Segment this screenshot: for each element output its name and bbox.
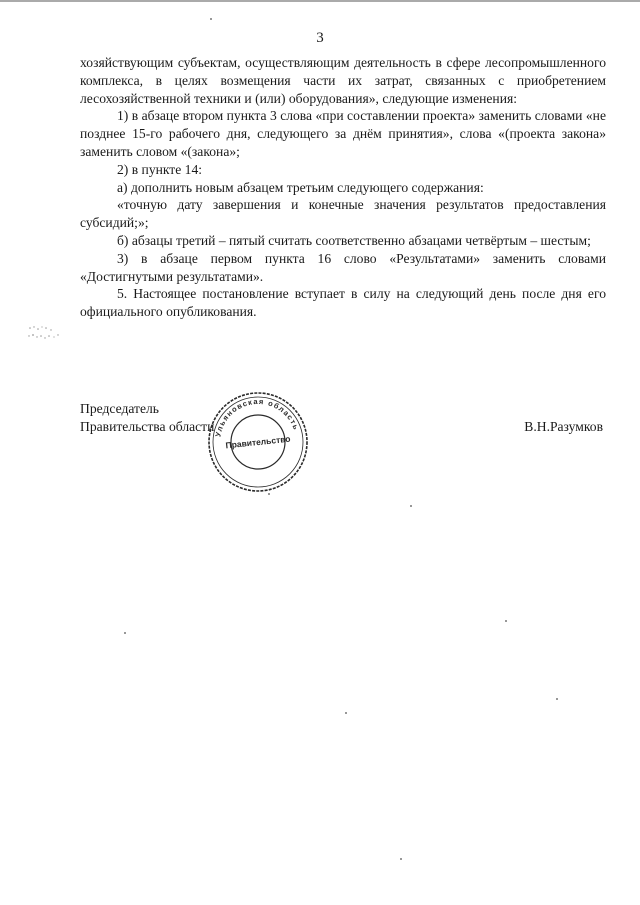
- signatory-name: В.Н.Разумков: [524, 418, 603, 434]
- body-paragraph: 3) в абзаце первом пункта 16 слово «Результатами» заменить словами «Достигнутыми результатами».: [80, 250, 606, 284]
- scan-speck: [268, 493, 270, 495]
- body-paragraph: хозяйствующим субъектам, осуществляющим деятельность в сфере лесопромышленного комплекса, в целях возмещения части их затрат, связанных с приобретением лесохозяйственной техники и (или) оборудования», следующие изменения:: [80, 55, 606, 106]
- document-body: [80, 54, 606, 321]
- scan-speck: [556, 698, 558, 700]
- body-paragraph: 2) в пункте 14:: [117, 161, 203, 177]
- signature-title-line2: Правительства области: [80, 418, 215, 434]
- official-seal: [206, 390, 310, 494]
- body-paragraph: 5. Настоящее постановление вступает в силу на следующий день после дня его официального опубликования.: [80, 286, 606, 320]
- scan-speck: [345, 712, 347, 714]
- body-paragraph: «точную дату завершения и конечные значения результатов предоставления субсидий;»;: [80, 197, 606, 231]
- page-number: 3: [316, 30, 324, 46]
- scan-speck: [410, 505, 412, 507]
- seal-ring-text: Ульяновская область: [213, 396, 302, 438]
- signature-title-line1: Председатель: [80, 401, 159, 416]
- scan-top-edge: [0, 0, 640, 4]
- scan-speck: [124, 632, 126, 634]
- body-paragraph: б) абзацы третий – пятый считать соответственно абзацами четвёртым – шестым;: [117, 232, 591, 248]
- scan-speck: [505, 620, 507, 622]
- scan-speck: [400, 858, 402, 860]
- scan-speck: [210, 18, 212, 20]
- signature-block: [80, 400, 606, 436]
- body-paragraph: 1) в абзаце втором пункта 3 слова «при составлении проекта» заменить словами «не позднее 15-го рабочего дня, следующего за днём принятия», слова «(проекта закона» заменить словом «(закона»;: [80, 108, 606, 159]
- body-paragraph: а) дополнить новым абзацем третьим следующего содержания:: [117, 179, 484, 195]
- seal-center-text: Правительство: [225, 433, 291, 451]
- scan-artifact: [26, 322, 66, 346]
